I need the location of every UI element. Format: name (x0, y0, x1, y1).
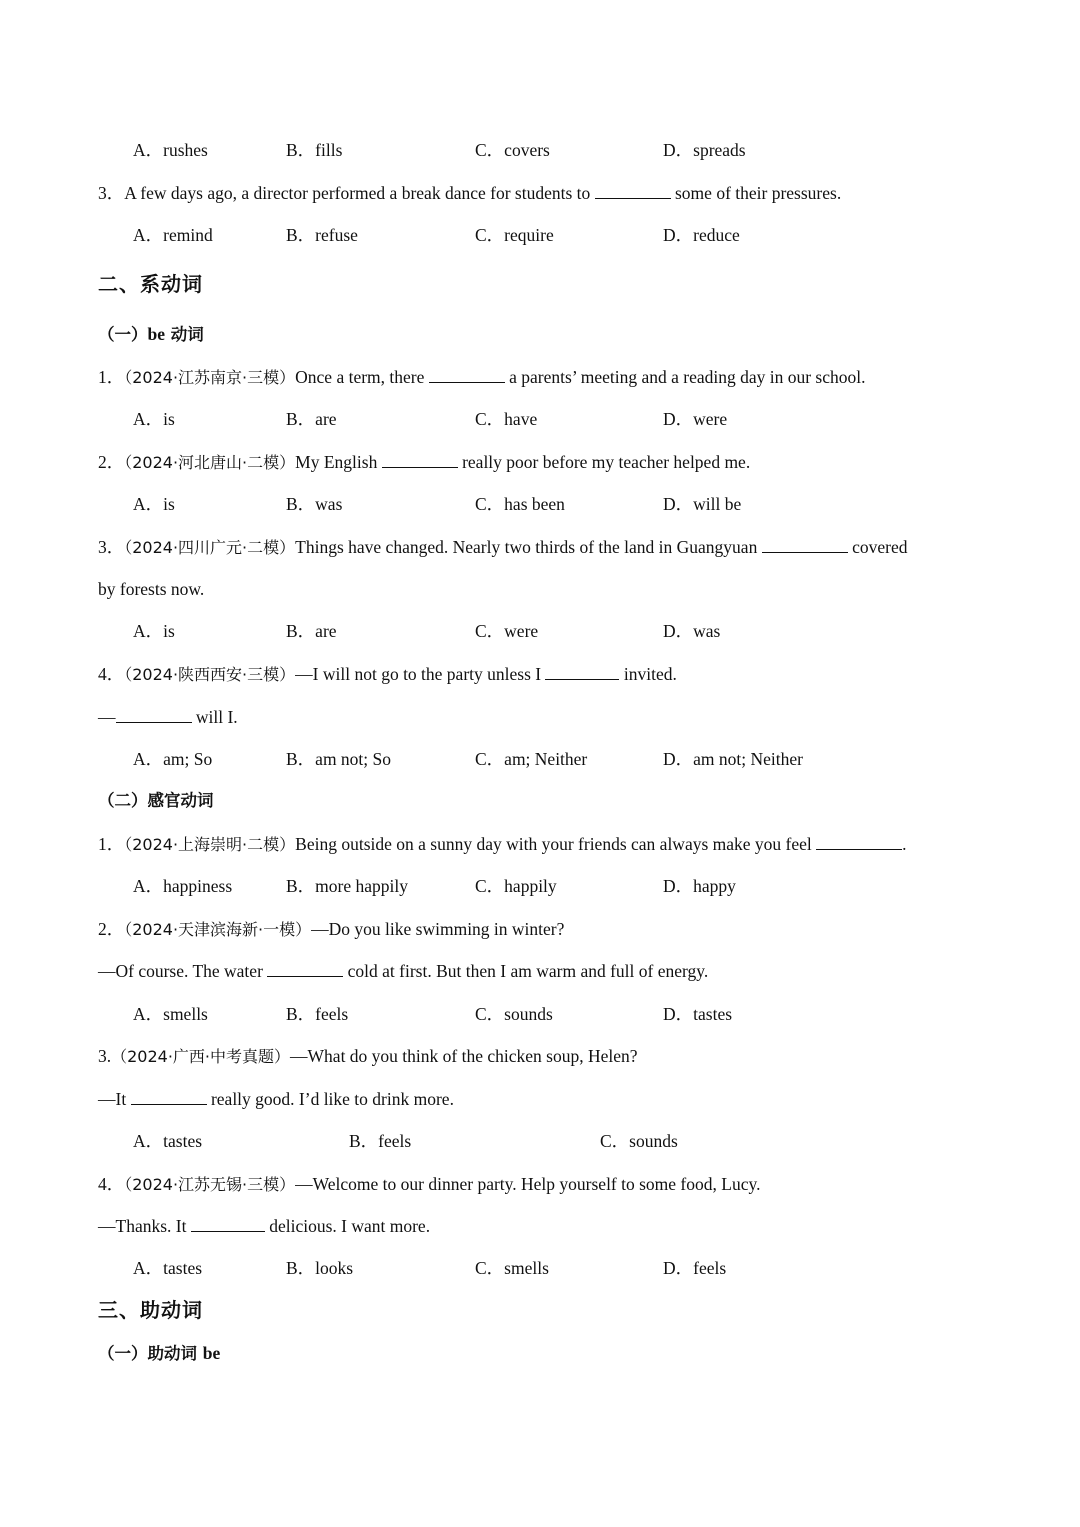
question-sense-4-line2: —Thanks. It delicious. I want more. (98, 1216, 431, 1236)
option-a: A．is (133, 621, 175, 641)
question-be-4-line2: — will I. (98, 707, 238, 727)
question-sense-1: 1．（2024·上海崇明·二模）Being outside on a sunny day with your friends can always make you feel . (98, 834, 907, 854)
question-3: 3．A few days ago, a director performed a break dance for students to some of their pressures. (98, 183, 842, 203)
option-b: B．feels (349, 1131, 412, 1151)
option-b: B．refuse (286, 225, 358, 245)
options-row (0, 874, 1080, 898)
option-b: B．feels (286, 1004, 349, 1024)
subsection-heading-sense-verbs: （二）感官动词 (98, 791, 214, 810)
option-d: D．was (663, 621, 721, 641)
option-c: C．sounds (600, 1131, 678, 1151)
answer-blank (816, 832, 902, 850)
option-a: A．am; So (133, 749, 213, 769)
question-sense-3: 3.（2024·广西·中考真题）—What do you think of the chicken soup, Helen? (98, 1046, 638, 1066)
option-d: D．am not; Neither (663, 749, 803, 769)
answer-blank (382, 450, 458, 468)
option-c: C．am; Neither (475, 749, 588, 769)
options-row (0, 492, 1080, 516)
option-a: A．tastes (133, 1258, 203, 1278)
option-a: A．remind (133, 225, 213, 245)
subsection-heading-aux-be: （一）助动词 be (98, 1343, 221, 1363)
option-a: A．smells (133, 1004, 208, 1024)
option-c: C．were (475, 621, 539, 641)
question-sense-4: 4．（2024·江苏无锡·三模）—Welcome to our dinner party. Help yourself to some food, Lucy. (98, 1174, 761, 1194)
option-a: A．happiness (133, 876, 233, 896)
question-sense-3-line2: —It really good. I’d like to drink more. (98, 1089, 454, 1109)
options-row (0, 1256, 1080, 1280)
option-d: D．spreads (663, 140, 746, 160)
question-be-3: 3．（2024·四川广元·二模）Things have changed. Nearly two thirds of the land in Guangyuan covered (98, 537, 908, 557)
question-be-4: 4．（2024·陕西西安·三模）—I will not go to the party unless I invited. (98, 664, 677, 684)
option-b: B．are (286, 621, 337, 641)
option-c: C．covers (475, 140, 550, 160)
answer-blank (267, 959, 343, 977)
answer-blank (116, 705, 192, 723)
answer-blank (545, 662, 619, 680)
option-c: C．smells (475, 1258, 549, 1278)
options-row (0, 138, 1080, 162)
option-a: A．rushes (133, 140, 208, 160)
question-sense-2: 2．（2024·天津滨海新·一模）—Do you like swimming in winter? (98, 919, 565, 939)
question-be-3-continued: by forests now. (98, 579, 205, 599)
section-heading-3: 三、助动词 (98, 1298, 203, 1322)
question-be-2: 2．（2024·河北唐山·二模）My English really poor before my teacher helped me. (98, 452, 751, 472)
option-d: D．happy (663, 876, 736, 896)
option-d: D．were (663, 409, 728, 429)
option-c: C．happily (475, 876, 557, 896)
subsection-heading-be: （一）be 动词 (98, 324, 204, 344)
option-b: B．fills (286, 140, 343, 160)
option-d: D．reduce (663, 225, 740, 245)
options-row (0, 1129, 1080, 1153)
option-a: A．is (133, 409, 175, 429)
answer-blank (191, 1214, 265, 1232)
answer-blank (762, 535, 848, 553)
answer-blank (429, 365, 505, 383)
option-c: C．require (475, 225, 554, 245)
section-heading-2: 二、系动词 (98, 272, 203, 296)
option-d: D．will be (663, 494, 742, 514)
option-a: A．is (133, 494, 175, 514)
option-c: C．sounds (475, 1004, 553, 1024)
option-a: A．tastes (133, 1131, 203, 1151)
option-c: C．have (475, 409, 538, 429)
question-be-1: 1．（2024·江苏南京·三模）Once a term, there a parents’ meeting and a reading day in our school. (98, 367, 866, 387)
answer-blank (595, 181, 671, 199)
option-d: D．tastes (663, 1004, 733, 1024)
option-b: B．was (286, 494, 343, 514)
option-b: B．looks (286, 1258, 354, 1278)
option-d: D．feels (663, 1258, 727, 1278)
options-row (0, 619, 1080, 643)
option-b: B．am not; So (286, 749, 392, 769)
answer-blank (131, 1087, 207, 1105)
options-row (0, 407, 1080, 431)
question-sense-2-line2: —Of course. The water cold at first. But then I am warm and full of energy. (98, 961, 709, 981)
options-row (0, 1002, 1080, 1026)
options-row (0, 747, 1080, 771)
option-c: C．has been (475, 494, 565, 514)
option-b: B．more happily (286, 876, 408, 896)
options-row (0, 223, 1080, 247)
option-b: B．are (286, 409, 337, 429)
